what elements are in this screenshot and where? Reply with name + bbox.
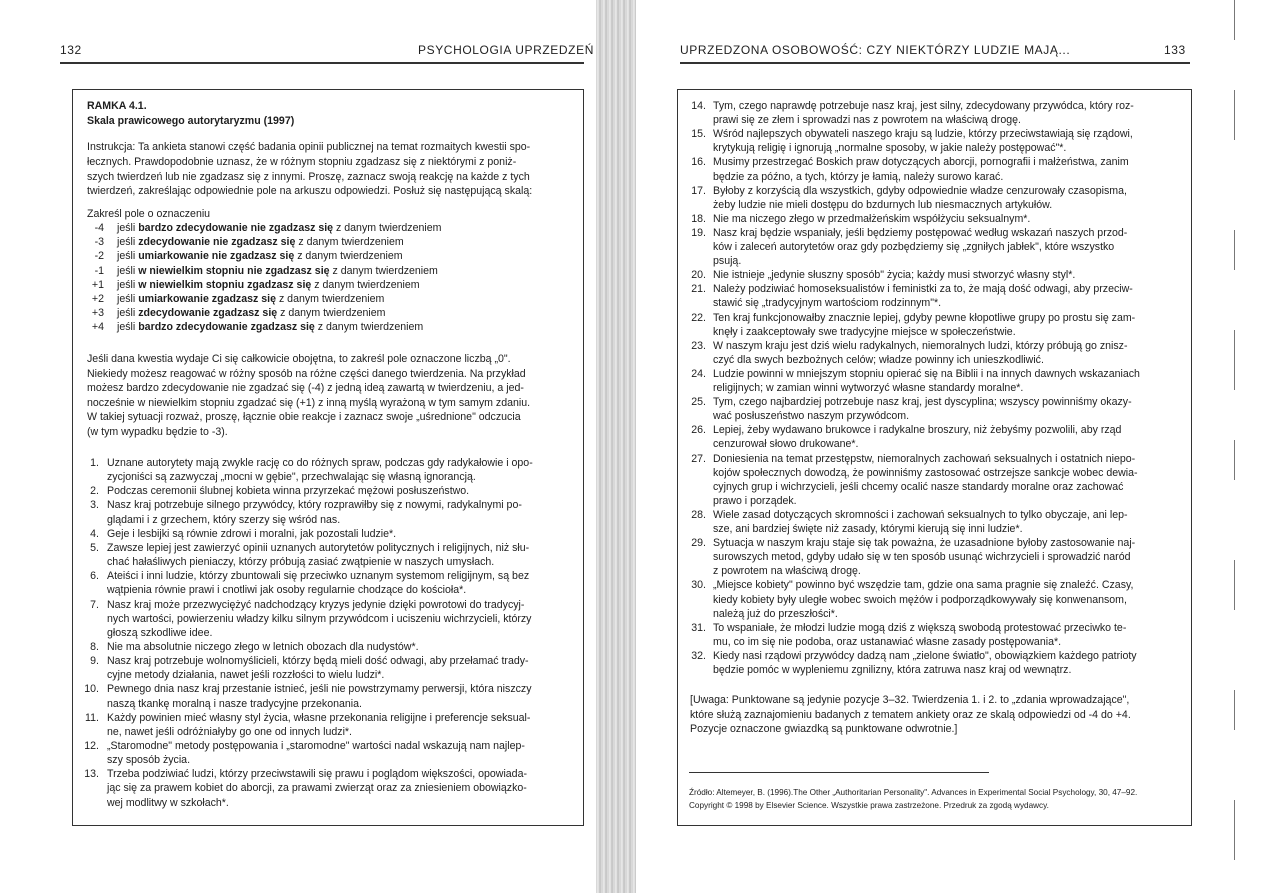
item-number: 24. bbox=[691, 367, 706, 380]
neutral-line: Jeśli dana kwestia wydaje Ci się całkowicie obojętna, to zakreśl pole oznaczone liczbą „0". bbox=[87, 353, 511, 365]
item-line: krytykują religię i ignorują „normalne sposoby, w jakie należy postępować"*. bbox=[713, 142, 1067, 155]
item-line: szy sposób życia. bbox=[107, 754, 191, 767]
item-line: W naszym kraju jest dziś wielu radykalnych, niemoralnych ludzi, którzy próbują go znisz- bbox=[713, 339, 1128, 352]
item-line: czyć dla swych bezbożnych celów; władze powinny ich unieszkodliwić. bbox=[713, 353, 1044, 366]
scale-pre: jeśli bbox=[117, 264, 136, 277]
item-line: żeby ludzie nie mieli dostępu do bzdurnych lub niesmacznych artykułów. bbox=[713, 198, 1053, 211]
item-number: 14. bbox=[691, 100, 706, 112]
item-line: Nasz kraj potrzebuje silnego przywódcy, który rozprawiłby się z nowymi, radykalnymi po- bbox=[107, 499, 522, 512]
item-line: prawi się ze złem i sprowadzi nas z powrotem na właściwą drogę. bbox=[713, 114, 1021, 127]
item-number: 7. bbox=[90, 598, 99, 611]
item-line: „Staromodne" metody postępowania i „staromodne" wartości nadal wskazują nam najlep- bbox=[107, 740, 525, 752]
item-line: zycjoniści są zazwyczaj „mocni w gębie", przechwalając się własną ignorancją. bbox=[107, 471, 476, 484]
item-number: 17. bbox=[691, 184, 706, 197]
item-number: 9. bbox=[90, 655, 99, 668]
item-number: 1. bbox=[90, 457, 99, 469]
item-line: knęły i zaakceptowały swe tradycyjne miejsce w społeczeństwie. bbox=[713, 325, 1016, 338]
item-line: stawić się „tradycyjnym wartościom rodzinnym"*. bbox=[713, 297, 942, 310]
item-line: nych wartości, powierzeniu władzy kilku silnym przywódcom i uciszeniu wichrzycieli, którzy bbox=[107, 612, 532, 625]
note-line: [Uwaga: Punktowane są jedynie pozycje 3–32. Twierdzenia 1. i 2. to „zdania wprowadzające", bbox=[690, 694, 1130, 706]
scale-bold: zdecydowanie nie zgadzasz się bbox=[138, 236, 296, 249]
scale-code: +1 bbox=[91, 278, 104, 291]
item-line: sze, ani bardziej święte niż zasady, którymi kierują się inni ludzie*. bbox=[713, 523, 1023, 535]
item-line: psują. bbox=[713, 255, 742, 268]
item-number: 10. bbox=[84, 683, 99, 696]
item-line: wać posłuszeństwo naszym przywódcom. bbox=[713, 410, 910, 423]
scale-text bbox=[117, 264, 438, 278]
neutral-line: nocześnie w niewielkim stopniu zgadzać się (+1) z inną myślą wyrażoną w tym samym zdaniu. bbox=[87, 396, 531, 409]
item-number: 11. bbox=[85, 711, 99, 724]
source-line-1: Źródło: Altemeyer, B. (1996).The Other „Authoritarian Personality". Advances in Experimental Social Psychology, 30, 47–92. bbox=[689, 788, 1138, 797]
item-line: Sytuacja w naszym kraju staje się tak poważna, że uzasadnione byłoby zastosowanie naj- bbox=[713, 537, 1136, 550]
scale-bold: w niewielkim stopniu zgadzasz się bbox=[138, 278, 312, 291]
instruction-line: twierdzeń, zakreślając odpowiednie pole na arkuszu odpowiedzi. Posłuż się następującą skalą: bbox=[87, 185, 533, 198]
item-line: Trzeba podziwiać ludzi, którzy przeciwstawili się prawu i poglądom większości, opowiada- bbox=[107, 768, 527, 781]
item-number: 2. bbox=[90, 485, 99, 498]
next-page-edge bbox=[1228, 0, 1264, 893]
scale-text bbox=[117, 292, 384, 306]
item-number: 4. bbox=[90, 527, 99, 540]
scale-post: z danym twierdzeniem bbox=[317, 320, 424, 333]
page-number-right: 133 bbox=[1164, 43, 1186, 57]
item-line: Musimy przestrzegać Boskich praw dotyczących aborcji, pornografii i małżeństwa, zanim bbox=[713, 156, 1129, 169]
item-line: ne, nawet jeśli odróżniałyby go one od innych ludzi*. bbox=[107, 725, 352, 738]
item-line: głoszą szkodliwe idee. bbox=[107, 626, 213, 639]
neutral-line: Niekiedy możesz reagować w różny sposób na różne części danego twierdzenia. Na przykład bbox=[87, 367, 526, 380]
scale-code: -2 bbox=[94, 250, 104, 263]
box-title: Skala prawicowego autorytaryzmu (1997) bbox=[87, 115, 295, 127]
neutral-line: (w tym wypadku będzie to -3). bbox=[87, 426, 228, 438]
item-number: 3. bbox=[90, 499, 99, 512]
scale-pre: jeśli bbox=[117, 222, 136, 235]
instruction-line: łecznych. Prawdopodobnie uznasz, że w różnym stopniu zgadzasz się z niektórymi z poniż- bbox=[87, 155, 517, 168]
item-line: ków i zaleceń autorytetów oraz gdy pozbędziemy się „zgniłych jabłek", które wszystko bbox=[713, 241, 1115, 253]
item-number: 31. bbox=[691, 621, 706, 634]
item-line: kojów społecznych dowodzą, że powinniśmy zastosować ostrzejsze sankcje wobec dewia- bbox=[713, 466, 1138, 479]
item-line: z powrotem na właściwą drogę. bbox=[713, 565, 861, 578]
item-line: religijnych; w zamian winni wytworzyć własne standardy moralne*. bbox=[713, 382, 1024, 394]
item-line: Kiedy nasi rządowi przywódcy dadzą nam „zielone światło", obowiązkiem każdego patrioty bbox=[713, 649, 1137, 662]
item-line: Nasz kraj potrzebuje wolnomyślicieli, którzy będą mieli dość odwagi, aby przełamać trady- bbox=[107, 655, 529, 668]
item-line: należą już do przeszłości*. bbox=[713, 607, 838, 620]
header-rule-right bbox=[680, 62, 1190, 64]
item-line: Geje i lesbijki są równie zdrowi i moralni, jak pozostali ludzie*. bbox=[107, 527, 397, 540]
source-line-2: Copyright © 1998 by Elsevier Science. Wszystkie prawa zastrzeżone. Przedruk za zgodą wydawcy. bbox=[689, 801, 1049, 810]
item-number: 5. bbox=[90, 541, 99, 554]
item-line: mu, co im się nie podoba, oraz ustanawiać własne zasady postępowania*. bbox=[713, 635, 1062, 648]
item-line: Lepiej, żeby wydawano brukowce i radykalne broszury, niż żebyśmy pozwolili, aby rząd bbox=[713, 424, 1122, 437]
scale-text bbox=[117, 235, 404, 249]
scale-text bbox=[117, 320, 423, 334]
neutral-line: możesz bardzo zdecydowanie nie zgadzać się (-4) z jedną ideą zawartą w twierdzeniu, a jed- bbox=[87, 382, 524, 395]
item-line: Wiele zasad dotyczących skromności i zachowań seksualnych to tylko obyczaje, ani lep- bbox=[713, 508, 1128, 521]
item-line: chać hałaśliwych pieniaczy, którzy próbują zasiać zwątpienie w naszych umysłach. bbox=[107, 556, 495, 569]
item-line: Nie ma niczego złego w przedmałżeńskim współżyciu seksualnym*. bbox=[713, 212, 1031, 225]
source-rule bbox=[689, 772, 989, 773]
item-number: 19. bbox=[691, 226, 706, 239]
instruction-line: szych twierdzeń lub nie zgadzasz się z innymi. Proszę, zaznacz swoją reakcję na każde z tych bbox=[87, 170, 530, 183]
item-line: Byłoby z korzyścią dla wszystkich, gdyby odpowiednie władze cenzurowały czasopisma, bbox=[713, 184, 1127, 197]
scale-code: -3 bbox=[94, 236, 104, 249]
scale-pre: jeśli bbox=[117, 320, 136, 333]
item-line: cenzurował słowo drukowane*. bbox=[713, 438, 859, 451]
note-line: które służą zaznajomieniu badanych z tematem ankiety oraz ze skalą odpowiedzi od -4 do +4. bbox=[690, 708, 1131, 721]
note-line: Pozycje oznaczone gwiazdką są punktowane odwrotnie.] bbox=[690, 723, 958, 736]
item-line: Ludzie powinni w mniejszym stopniu opierać się na Biblii i na innych dawnych wskazaniach bbox=[713, 367, 1140, 380]
page-number-left: 132 bbox=[60, 43, 82, 57]
scale-post: z danym twierdzeniem bbox=[314, 278, 420, 291]
scale-code: -1 bbox=[94, 264, 104, 277]
item-line: kiedy kobiety były uległe wobec swoich mężów i podporządkowywały się konwenansom, bbox=[713, 593, 1127, 606]
scale-text bbox=[117, 221, 441, 235]
running-head-right: UPRZEDZONA OSOBOWOŚĆ: CZY NIEKTÓRZY LUDZIE MAJĄ... bbox=[680, 43, 1071, 57]
scale-bold: umiarkowanie zgadzasz się bbox=[138, 292, 276, 305]
scale-pre: jeśli bbox=[117, 306, 136, 319]
running-head-left: PSYCHOLOGIA UPRZEDZEŃ bbox=[418, 43, 594, 57]
item-line: cyjnych grup i wichrzycieli, jeśli chcemy ocalić nasze standardy moralne oraz zachować bbox=[713, 480, 1124, 493]
item-line: prawo i porządek. bbox=[713, 494, 797, 507]
scale-text bbox=[117, 278, 420, 292]
item-number: 27. bbox=[691, 452, 706, 465]
item-line: Uznane autorytety mają zwykle rację co do różnych spraw, podczas gdy radykałowie i opo- bbox=[107, 457, 533, 469]
scale-bold: umiarkowanie nie zgadzasz się bbox=[138, 250, 295, 263]
scale-pre: jeśli bbox=[117, 278, 136, 291]
scale-pre: jeśli bbox=[117, 292, 136, 305]
scale-code: +3 bbox=[91, 306, 104, 319]
item-number: 12. bbox=[84, 740, 99, 752]
item-number: 25. bbox=[691, 396, 706, 409]
item-line: będzie za późno, a tych, którzy je łamią, należy surowo karać. bbox=[713, 170, 1004, 183]
item-number: 20. bbox=[691, 269, 706, 282]
left-page bbox=[0, 0, 600, 893]
item-number: 21. bbox=[691, 283, 706, 296]
item-line: Nie ma absolutnie niczego złego w letnich obozach dla nudystów*. bbox=[107, 640, 419, 653]
item-number: 15. bbox=[691, 128, 706, 141]
item-line: Nasz kraj będzie wspaniały, jeśli będziemy postępować według wskazań naszych przod- bbox=[713, 226, 1128, 239]
scale-post: z danym twierdzeniem bbox=[336, 222, 442, 235]
scale-bold: w niewielkim stopniu nie zgadzasz się bbox=[138, 264, 330, 277]
item-line: surowszych metod, gdyby udało się w ten sposób usunąć wichrzycieli i sprowadzić naród bbox=[713, 551, 1131, 564]
scale-text bbox=[117, 306, 386, 320]
item-line: wątpienia równie prawi i cnotliwi jak osoby regularnie chodzące do kościoła*. bbox=[107, 584, 467, 597]
item-number: 23. bbox=[691, 339, 706, 352]
item-line: Ateiści i inni ludzie, którzy zbuntowali się przeciwko uznanym systemom religijnym, są bez bbox=[107, 570, 530, 583]
item-line: Zawsze lepiej jest zawierzyć opinii uznanych autorytetów politycznych i religijnych, niż słu- bbox=[107, 541, 530, 554]
item-line: Doniesienia na temat przestępstw, niemoralnych zachowań seksualnych i ostatnich niepo- bbox=[713, 452, 1136, 465]
item-number: 22. bbox=[691, 311, 706, 324]
scale-code: -4 bbox=[94, 222, 104, 235]
item-line: „Miejsce kobiety" powinno być wszędzie tam, gdzie ona sama pragnie się znaleźć. Czasy, bbox=[713, 579, 1134, 592]
scale-code: +2 bbox=[91, 292, 104, 305]
scale-post: z danym twierdzeniem bbox=[332, 264, 438, 277]
scale-post: z danym twierdzeniem bbox=[278, 292, 385, 305]
scale-pre: jeśli bbox=[117, 250, 136, 263]
item-line: cyjne metody działania, nawet jeśli rozzłości to wielu ludzi*. bbox=[107, 669, 385, 682]
item-number: 6. bbox=[90, 570, 99, 583]
item-number: 32. bbox=[691, 649, 706, 662]
item-number: 29. bbox=[691, 537, 706, 550]
item-line: Należy podziwiać homoseksualistów i feministki za to, że mają dość odwagi, aby przeciw- bbox=[713, 283, 1133, 296]
item-number: 26. bbox=[691, 424, 706, 437]
scale-pre: jeśli bbox=[117, 236, 136, 249]
item-line: wej modlitwy w szkołach*. bbox=[107, 796, 229, 809]
scale-post: z danym twierdzeniem bbox=[298, 236, 404, 249]
item-number: 30. bbox=[691, 579, 706, 592]
item-line: glądami i z grzechem, który szerzy się wśród nas. bbox=[107, 513, 341, 526]
item-line: naszą tkankę moralną i nasze tradycyjne przekonania. bbox=[107, 697, 362, 710]
scale-intro: Zakreśl pole o oznaczeniu bbox=[87, 208, 211, 220]
item-line: Ten kraj funkcjonowałby znacznie lepiej, gdyby pewne kłopotliwe grupy po prostu się zam- bbox=[713, 311, 1136, 324]
item-line: Nasz kraj może przezwyciężyć nadchodzący kryzys jedynie dzięki powrotowi do tradycyj- bbox=[107, 598, 525, 611]
item-line: będzie pomóc w wypleniemu zgnilizny, która zatruwa nasz kraj od wewnątrz. bbox=[713, 664, 1072, 676]
item-line: Pewnego dnia nasz kraj przestanie istnieć, jeśli nie powstrzymamy perwersji, która niszczy bbox=[107, 683, 532, 696]
item-number: 28. bbox=[691, 508, 706, 521]
neutral-line: W takiej sytuacji rozważ, proszę, łącznie obie reakcje i zaznacz swoje „uśrednione" odczucia bbox=[87, 411, 521, 424]
item-line: Tym, czego naprawdę potrzebuje nasz kraj, jest silny, zdecydowany przywódca, który roz- bbox=[713, 100, 1134, 112]
right-page bbox=[640, 0, 1200, 893]
item-number: 18. bbox=[691, 212, 706, 225]
scale-bold: zdecydowanie zgadzasz się bbox=[138, 306, 278, 319]
item-line: Tym, czego najbardziej potrzebuje nasz kraj, jest dyscyplina; wszyscy powinniśmy okazy- bbox=[713, 396, 1132, 409]
header-rule-left bbox=[60, 62, 584, 64]
instruction-line: Instrukcja: Ta ankieta stanowi część badania opinii publicznej na temat rozmaitych kwestii spo- bbox=[87, 141, 531, 153]
item-number: 16. bbox=[691, 156, 706, 169]
item-line: Wśród najlepszych obywateli naszego kraju są ludzie, którzy przeciwstawiają się rządowi, bbox=[713, 128, 1133, 141]
book-gutter bbox=[596, 0, 636, 893]
item-line: Każdy powinien mieć własny styl życia, własne przekonania religijne i preferencje seksual- bbox=[107, 711, 531, 724]
scale-bold: bardzo zdecydowanie nie zgadzasz się bbox=[138, 222, 334, 235]
box-label: RAMKA 4.1. bbox=[87, 100, 147, 112]
scale-text bbox=[117, 249, 403, 263]
item-line: Nie istnieje „jedynie słuszny sposób" życia; każdy musi stworzyć własny styl*. bbox=[713, 269, 1076, 282]
item-number: 8. bbox=[90, 640, 99, 653]
item-line: jąc się za prawem kobiet do aborcji, za prawami zwierząt oraz za zniesieniem obowiązko- bbox=[107, 782, 527, 795]
item-line: Podczas ceremonii ślubnej kobieta winna przyrzekać mężowi posłuszeństwo. bbox=[107, 485, 470, 498]
item-line: To wspaniałe, że młodzi ludzie mogą dziś z większą swobodą protestować przeciwko te- bbox=[713, 621, 1127, 634]
scale-bold: bardzo zdecydowanie zgadzasz się bbox=[138, 320, 315, 333]
scale-post: z danym twierdzeniem bbox=[280, 306, 386, 319]
scale-post: z danym twierdzeniem bbox=[297, 250, 403, 263]
item-number: 13. bbox=[84, 768, 99, 781]
scale-code: +4 bbox=[91, 320, 104, 333]
